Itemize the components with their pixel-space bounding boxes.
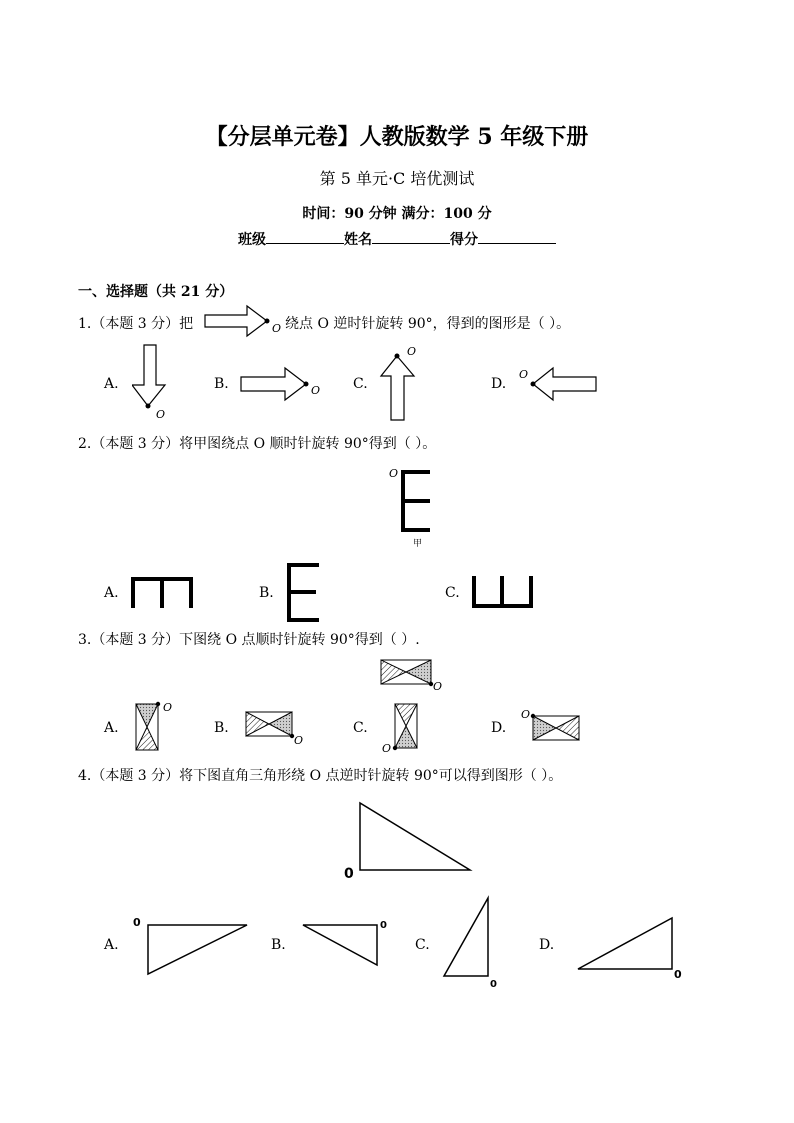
q4-option-c-triangle [444, 898, 488, 976]
q4-option-c-o-label: 0 [490, 979, 497, 990]
q3-option-b-figure[interactable] [243, 708, 309, 746]
q3-option-d[interactable]: D. [491, 720, 507, 736]
q3-stem-o-label: O [433, 680, 443, 692]
q3-option-a-point [156, 702, 160, 706]
q4-option-d[interactable]: D. [539, 937, 555, 953]
q3-option-a[interactable]: A. [104, 720, 119, 736]
time-score-line: 时间：90 分钟 满分：100 分 [302, 206, 492, 222]
q2-option-b[interactable]: B. [259, 585, 274, 601]
name-blank[interactable] [372, 229, 450, 244]
page-subtitle: 第 5 单元·C 培优测试 [319, 169, 475, 188]
q1-option-d[interactable]: D. [491, 376, 507, 392]
section-choice-title: 一、选择题（共 21 分） [78, 284, 234, 300]
q1-stem-point [265, 319, 270, 324]
q4-option-c[interactable]: C. [415, 937, 430, 953]
q1-option-a[interactable]: A. [104, 376, 119, 392]
q3-option-a-o-label: O [163, 701, 173, 714]
q1-option-c-point [395, 354, 400, 359]
q4-stem-triangle [360, 803, 470, 870]
q2-option-c[interactable]: C. [445, 585, 460, 601]
q2-option-a-figure[interactable] [128, 574, 198, 612]
question-2-text: 2.（本题 3 分）将甲图绕点 O 顺时针旋转 90°得到（ ）。 [78, 436, 437, 452]
q1-option-a-o-label: O [156, 408, 166, 421]
q2-option-c-figure[interactable] [470, 574, 536, 610]
q3-option-a-figure[interactable] [130, 700, 176, 754]
question-1-suffix: 绕点 O 逆时针旋转 90°，得到的图形是（ ）。 [285, 316, 571, 332]
q4-option-b-triangle [303, 925, 377, 965]
q1-option-d-point [531, 382, 536, 387]
page-title: 【分层单元卷】人教版数学 5 年级下册 [205, 124, 589, 150]
q4-option-a-triangle [148, 925, 247, 974]
class-label: 班级 [238, 232, 266, 248]
q2-option-a-shape [133, 579, 191, 608]
q2-stem-o-label: O [389, 467, 399, 480]
q2-option-b-shape [289, 565, 319, 620]
q1-option-a-point [146, 404, 151, 409]
score-blank[interactable] [478, 229, 556, 244]
q1-option-b-figure[interactable] [239, 364, 325, 404]
q1-option-c-figure[interactable] [376, 343, 422, 423]
q3-option-b[interactable]: B. [214, 720, 229, 736]
q4-stem-o-label: 0 [344, 866, 354, 882]
question-1-prefix: 1.（本题 3 分）把 [78, 316, 194, 332]
q1-stem-arrow-figure [203, 303, 285, 339]
q4-option-a-figure[interactable] [130, 915, 254, 979]
q4-option-d-figure[interactable] [574, 912, 692, 984]
q2-stem-e-shape [403, 472, 430, 530]
q1-stem-o-label: O [272, 322, 282, 335]
q1-option-b-arrow [241, 368, 306, 400]
q4-option-a-o-label: 0 [133, 916, 141, 929]
q3-option-c-o-label: O [382, 742, 392, 754]
q4-option-b-o-label: 0 [380, 920, 387, 931]
q3-option-c-point [393, 746, 397, 750]
q2-option-a[interactable]: A. [104, 585, 119, 601]
q1-option-a-arrow [132, 345, 165, 406]
q4-option-d-triangle [578, 918, 672, 969]
q4-option-d-o-label: 0 [674, 968, 682, 981]
q3-option-c-figure[interactable] [380, 700, 426, 754]
q3-option-d-o-label: O [521, 708, 531, 721]
q1-option-a-figure[interactable] [132, 343, 168, 423]
q3-option-d-point [531, 714, 535, 718]
q1-option-b-o-label: O [311, 384, 321, 397]
q4-option-c-figure[interactable] [440, 894, 504, 990]
q3-option-b-o-label: O [294, 734, 304, 746]
q1-option-c[interactable]: C. [353, 376, 368, 392]
class-blank[interactable] [266, 229, 344, 244]
q4-option-a[interactable]: A. [104, 937, 119, 953]
q1-option-d-arrow [533, 368, 596, 400]
student-info-line [0, 229, 794, 249]
q1-option-b[interactable]: B. [214, 376, 229, 392]
score-label: 得分 [450, 232, 478, 248]
q2-option-c-shape [474, 576, 531, 606]
q3-option-c[interactable]: C. [353, 720, 368, 736]
q1-option-b-point [304, 382, 309, 387]
q1-option-d-o-label: O [519, 368, 529, 381]
q2-stem-figure [385, 462, 445, 552]
q4-option-b-figure[interactable] [298, 915, 390, 971]
q2-stem-caption: 甲 [413, 539, 423, 549]
q2-option-b-figure[interactable] [283, 562, 323, 624]
q1-option-c-arrow [381, 356, 414, 420]
q4-stem-figure [338, 800, 478, 882]
q1-option-d-figure[interactable] [516, 364, 600, 404]
q4-option-b[interactable]: B. [271, 937, 286, 953]
q3-option-d-figure[interactable] [518, 708, 584, 746]
q1-option-c-o-label: O [407, 345, 417, 358]
q1-stem-arrow [205, 306, 267, 336]
question-3-text: 3.（本题 3 分）下图绕 O 点顺时针旋转 90°得到（ ）. [78, 632, 420, 648]
name-label: 姓名 [344, 232, 372, 248]
question-4-text: 4.（本题 3 分）将下图直角三角形绕 O 点逆时针旋转 90°可以得到图形（ ）。 [78, 768, 563, 784]
q3-stem-figure [378, 656, 448, 692]
